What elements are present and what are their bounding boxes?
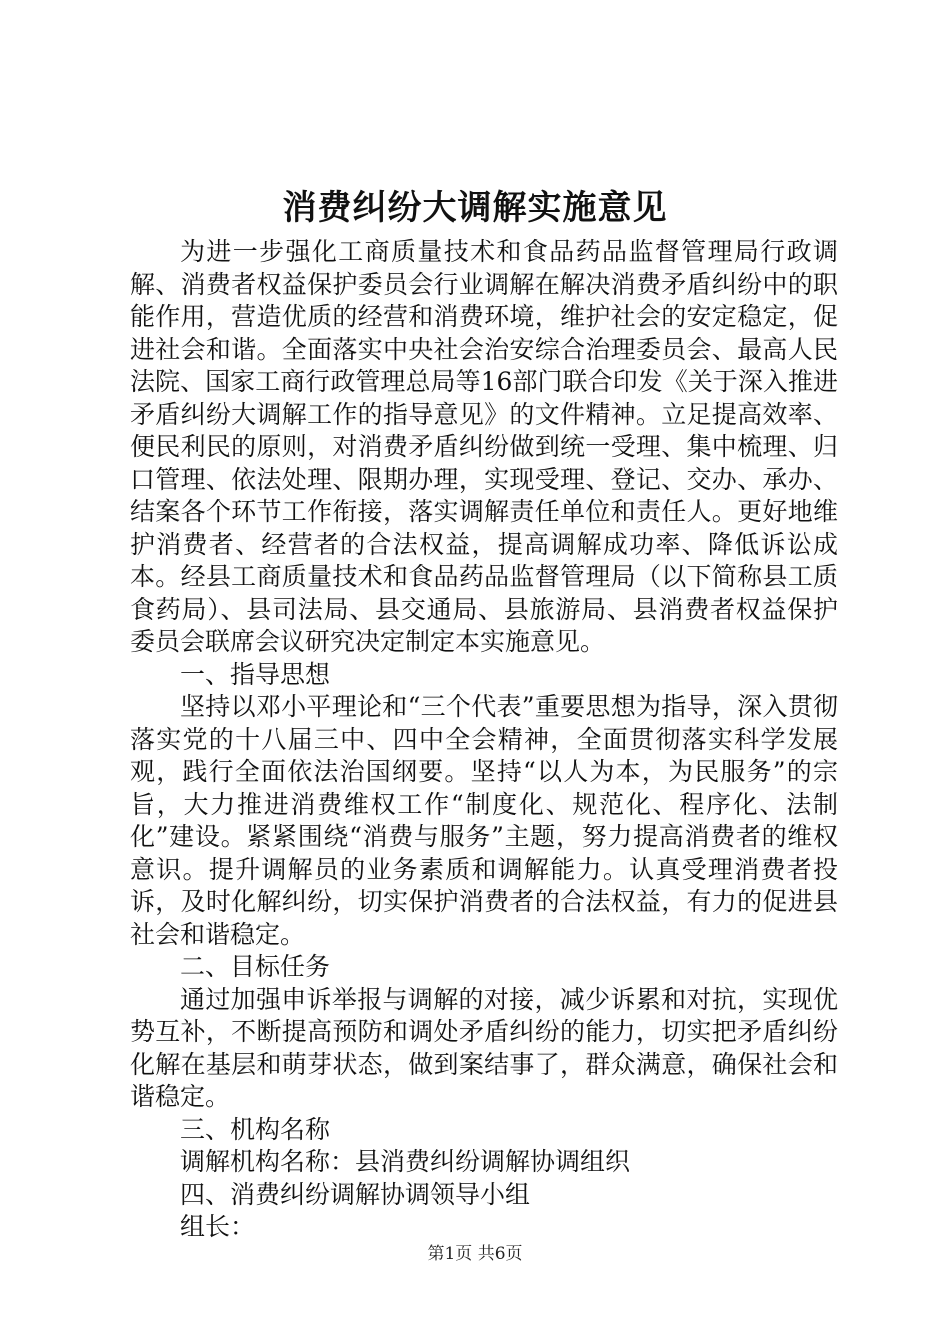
heading-goals-tasks: 二、目标任务 [180,952,331,981]
paragraph-group-leader: 组长： [180,1212,256,1241]
paragraph-organization-name: 调解机构名称：县消费纠纷调解协调组织 [180,1147,631,1176]
paragraph-guiding-thought: 坚持以邓小平理论和“三个代表”重要思想为指导，深入贯彻落实党的十八届三中、四中全会精神，全面贯彻落实科学发展观，践行全面依法治国纲要。坚持“以人为本，为民服务”的宗旨，大力推进消费维权工作“制度化、规范化、程序化、法制化”建设。紧紧围绕“消费与服务”主题，努力提高消费者的维权意识。提升调解员的业务素质和调解能力。认真受理消费者投诉，及时化解纠纷，切实保护消费者的合法权益，有力的促进县社会和谐稳定。 [130,692,838,949]
paragraph-intro: 为进一步强化工商质量技术和食品药品监督管理局行政调解、消费者权益保护委员会行业调解在解决消费矛盾纠纷中的职能作用，营造优质的经营和消费环境，维护社会的安定稳定，促进社会和谐。全面落实中央社会治安综合治理委员会、最高人民法院、国家工商行政管理总局等16部门联合印发《关于深入推进矛盾纠纷大调解工作的指导意见》的文件精神。立足提高效率、便民利民的原则，对消费矛盾纠纷做到统一受理、集中梳理、归口管理、依法处理、限期办理，实现受理、登记、交办、承办、结案各个环节工作衔接，落实调解责任单位和责任人。更好地维护消费者、经营者的合法权益，提高调解成功率、降低诉讼成本。经县工商质量技术和食品药品监督管理局（以下简称县工质食药局）、县司法局、县交通局、县旅游局、县消费者权益保护委员会联席会议研究决定制定本实施意见。 [130,237,838,656]
document-title: 消费纠纷大调解实施意见 [282,188,668,228]
document-body [130,236,838,1244]
heading-leading-group: 四、消费纠纷调解协调领导小组 [180,1179,531,1209]
heading-organization-name: 三、机构名称 [180,1114,331,1144]
heading-guiding-thought: 一、指导思想 [180,659,331,689]
paragraph-goals-tasks: 通过加强申诉举报与调解的对接，减少诉累和对抗，实现优势互补，不断提高预防和调处矛盾纠纷的能力，切实把矛盾纠纷化解在基层和萌芽状态，做到案结事了，群众满意，确保社会和谐稳定。 [130,984,838,1111]
page-footer: 第1页 共6页 [427,1244,523,1264]
